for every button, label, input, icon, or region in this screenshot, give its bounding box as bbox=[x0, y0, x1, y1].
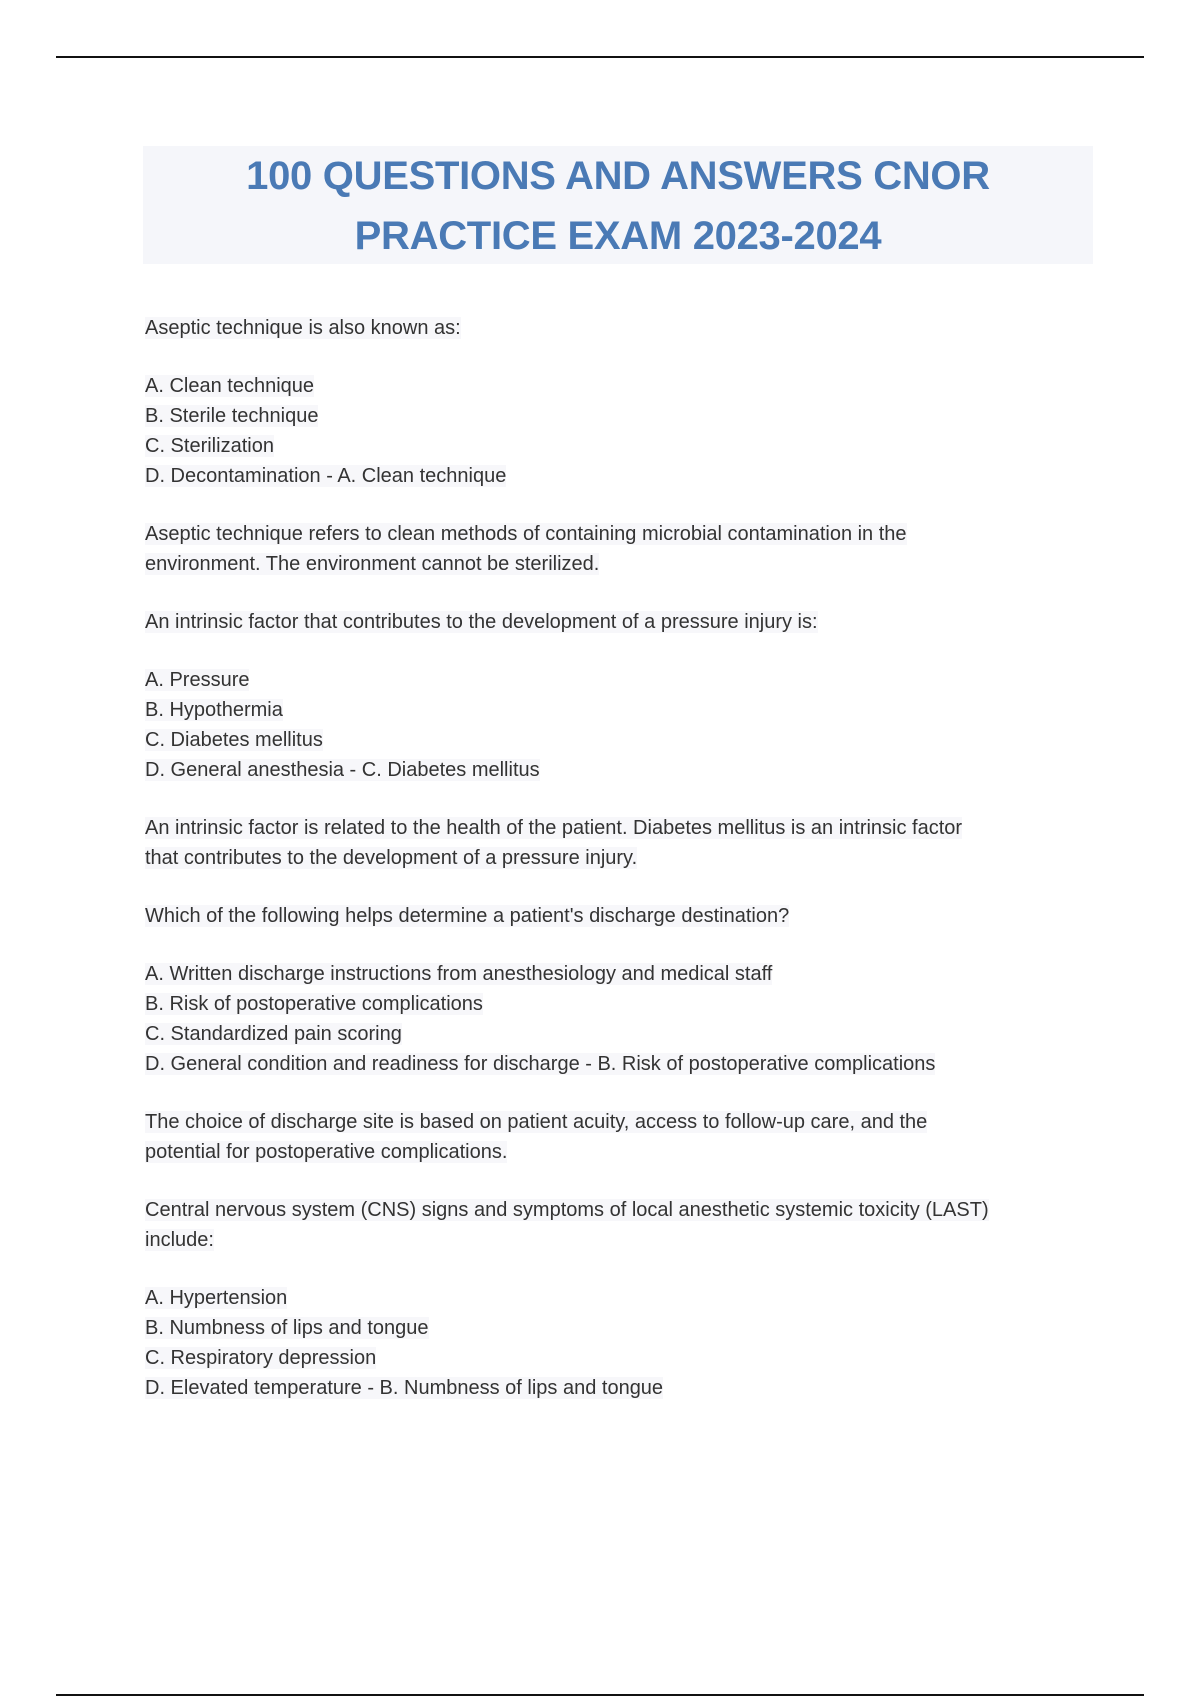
explanation-text: environment. The environment cannot be sterilized. bbox=[145, 553, 600, 575]
title-line-1: 100 QUESTIONS AND ANSWERS CNOR bbox=[246, 154, 990, 198]
explanation-text: An intrinsic factor is related to the health of the patient. Diabetes mellitus is an intrinsic factor bbox=[145, 817, 963, 839]
option: B. Numbness of lips and tongue bbox=[145, 1317, 429, 1339]
option: C. Standardized pain scoring bbox=[145, 1023, 402, 1045]
option: A. Clean technique bbox=[145, 375, 315, 397]
question-text: Aseptic technique is also known as: bbox=[145, 317, 461, 339]
question-4 bbox=[145, 1195, 1105, 1255]
explanation-text: Aseptic technique refers to clean methods of containing microbial contamination in the bbox=[145, 523, 907, 545]
option: A. Pressure bbox=[145, 669, 250, 691]
question-1 bbox=[145, 313, 1105, 343]
option: B. Sterile technique bbox=[145, 405, 319, 427]
question-4-options bbox=[145, 1283, 1105, 1403]
option: C. Diabetes mellitus bbox=[145, 729, 323, 751]
question-3-explanation bbox=[145, 1107, 1105, 1167]
question-2-options bbox=[145, 665, 1105, 785]
option: B. Risk of postoperative complications bbox=[145, 993, 483, 1015]
option: C. Sterilization bbox=[145, 435, 274, 457]
option: C. Respiratory depression bbox=[145, 1347, 377, 1369]
explanation-text: The choice of discharge site is based on patient acuity, access to follow-up care, and the bbox=[145, 1111, 928, 1133]
question-list bbox=[145, 313, 1105, 1431]
question-text: include: bbox=[145, 1229, 214, 1251]
question-1-options bbox=[145, 371, 1105, 491]
option-with-answer: D. Elevated temperature - B. Numbness of lips and tongue bbox=[145, 1377, 664, 1399]
option: B. Hypothermia bbox=[145, 699, 283, 721]
question-2-explanation bbox=[145, 813, 1105, 873]
option-with-answer: D. General condition and readiness for discharge - B. Risk of postoperative complications bbox=[145, 1053, 936, 1075]
question-3-options bbox=[145, 959, 1105, 1079]
question-text: An intrinsic factor that contributes to the development of a pressure injury is: bbox=[145, 611, 818, 633]
question-text: Central nervous system (CNS) signs and symptoms of local anesthetic systemic toxicity (LAST) bbox=[145, 1199, 989, 1221]
title-banner bbox=[143, 146, 1093, 264]
bottom-rule bbox=[56, 1694, 1144, 1696]
option-with-answer: D. General anesthesia - C. Diabetes mellitus bbox=[145, 759, 540, 781]
option: A. Written discharge instructions from anesthesiology and medical staff bbox=[145, 963, 773, 985]
question-2 bbox=[145, 607, 1105, 637]
explanation-text: potential for postoperative complications. bbox=[145, 1141, 508, 1163]
question-1-explanation bbox=[145, 519, 1105, 579]
option: A. Hypertension bbox=[145, 1287, 288, 1309]
option-with-answer: D. Decontamination - A. Clean technique bbox=[145, 465, 507, 487]
explanation-text: that contributes to the development of a pressure injury. bbox=[145, 847, 638, 869]
question-3 bbox=[145, 901, 1105, 931]
top-rule bbox=[56, 56, 1144, 58]
question-text: Which of the following helps determine a patient's discharge destination? bbox=[145, 905, 790, 927]
title-line-2: PRACTICE EXAM 2023-2024 bbox=[354, 214, 882, 258]
